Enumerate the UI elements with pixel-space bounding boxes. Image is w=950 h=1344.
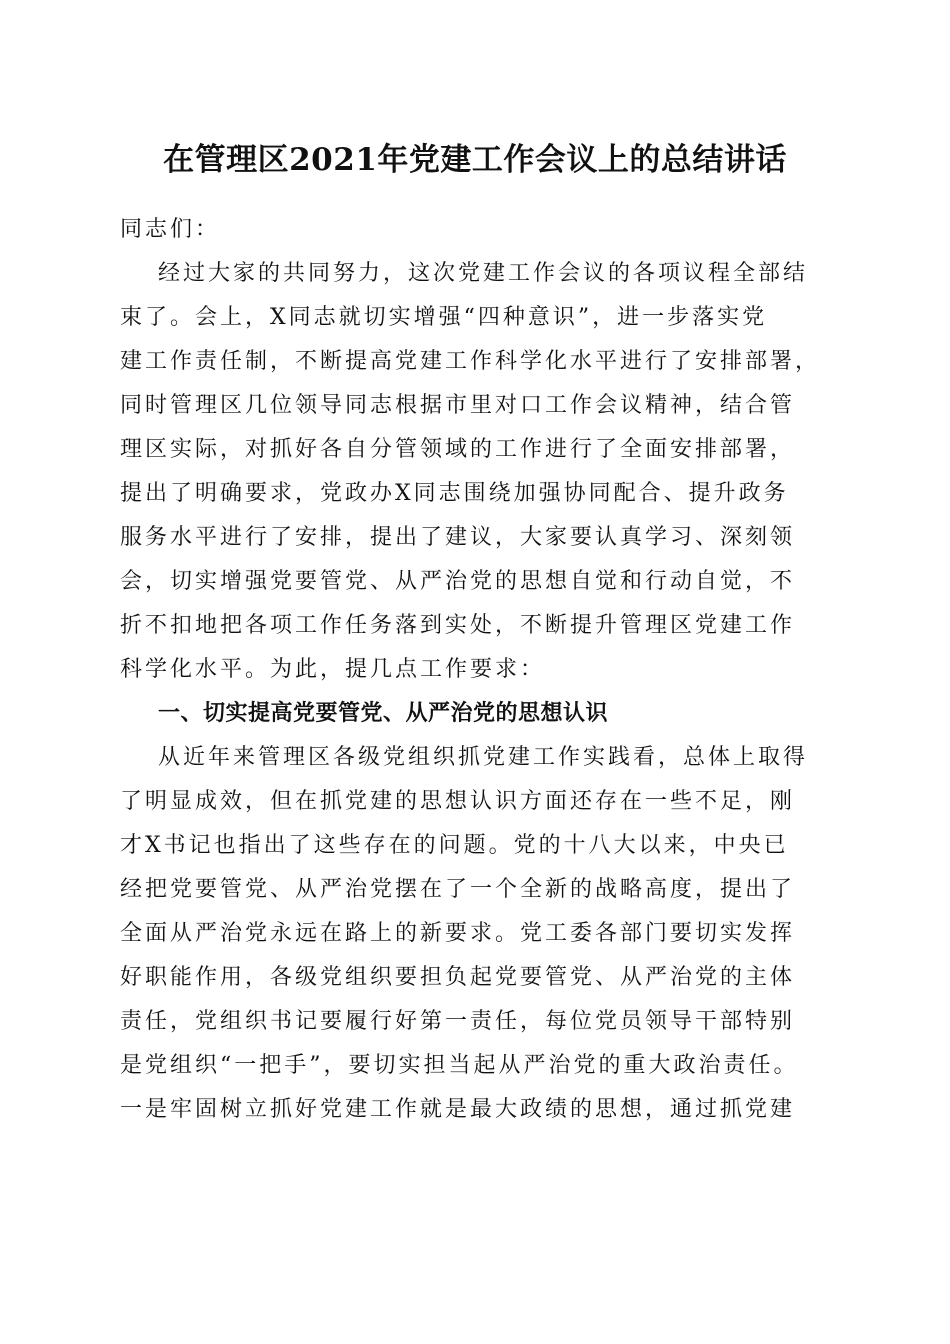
paragraph-line: 会，切实增强党要管党、从严治党的思想自觉和行动自觉，不 [120,569,796,594]
paragraph-line: 全面从严治党永远在路上的新要求。党工委各部门要切实发挥 [120,921,796,946]
paragraph-line: 一是牢固树立抓好党建工作就是最大政绩的思想，通过抓党建 [120,1097,796,1122]
paragraph-line: 束了。会上，X同志就切实增强“四种意识”，进一步落实党 [120,305,768,330]
paragraph-line: 经过大家的共同努力，这次党建工作会议的各项议程全部结 [158,261,809,286]
paragraph-line: 好职能作用，各级党组织要担负起党要管党、从严治党的主体 [120,965,796,990]
paragraph-line: 提出了明确要求，党政办X同志围绕加强协同配合、提升政务 [120,481,789,506]
paragraph-line: 同时管理区几位领导同志根据市里对口工作会议精神，结合管 [120,393,796,418]
paragraph-line: 经把党要管党、从严治党摆在了一个全新的战略高度，提出了 [120,877,796,902]
paragraph-line: 从近年来管理区各级党组织抓党建工作实践看，总体上取得 [158,745,809,770]
paragraph-line: 是党组织“一把手”，要切实担当起从严治党的重大政治责任。 [120,1053,799,1078]
salutation: 同志们： [120,217,221,242]
paragraph-line: 了明显成效，但在抓党建的思想认识方面还存在一些不足，刚 [120,789,796,814]
paragraph-line: 责任，党组织书记要履行好第一责任，每位党员领导干部特别 [120,1009,796,1034]
paragraph-line: 建工作责任制，不断提高党建工作科学化水平进行了安排部署， [120,349,821,374]
paragraph-line: 才X书记也指出了这些存在的问题。党的十八大以来，中央已 [120,833,789,858]
document-title: 在管理区2021年党建工作会议上的总结讲话 [163,142,787,178]
paragraph-line: 科学化水平。为此，提几点工作要求： [120,657,546,682]
paragraph-line: 服务水平进行了安排，提出了建议，大家要认真学习、深刻领 [120,525,796,550]
document-body [120,208,840,1132]
paragraph-line: 理区实际，对抓好各自分管领域的工作进行了全面安排部署， [120,437,796,462]
section-heading: 一、切实提高党要管党、从严治党的思想认识 [158,701,609,726]
paragraph-line: 折不扣地把各项工作任务落到实处，不断提升管理区党建工作 [120,613,796,638]
